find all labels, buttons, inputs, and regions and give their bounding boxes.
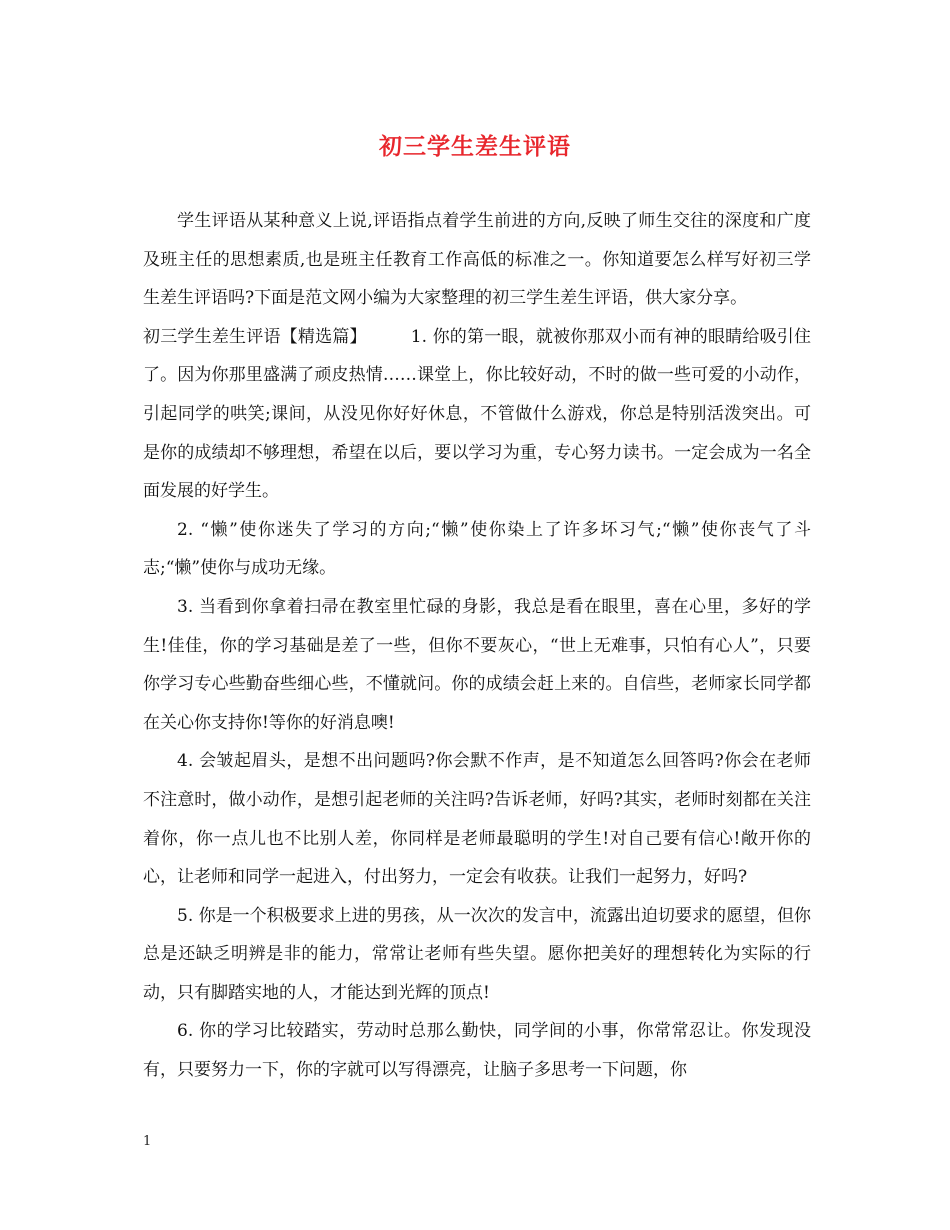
section-paragraph: [143, 318, 811, 511]
comment-item-6: 6. 你的学习比较踏实，劳动时总那么勤快，同学间的小事，你常常忍让。你发现没有，只要努力一下，你的字就可以写得漂亮，让脑子多思考一下问题，你: [143, 1021, 811, 1081]
comment-item-2: 2. “懒”使你迷失了学习的方向;“懒”使你染上了许多坏习气;“懒”使你丧气了斗志;“懒”使你与成功无缘。: [143, 519, 811, 579]
page-number: 1: [143, 1134, 152, 1149]
comment-item-5: 5. 你是一个积极要求上进的男孩，从一次次的发言中，流露出迫切要求的愿望，但你总是还缺乏明辨是非的能力，常常让老师有些失望。愿你把美好的理想转化为实际的行动，只有脚踏实地的人，才能达到光辉的顶点!: [143, 905, 811, 1003]
comment-item-3: 3. 当看到你拿着扫帚在教室里忙碌的身影，我总是看在眼里，喜在心里，多好的学生!佳佳，你的学习基础是差了一些，但你不要灰心，“世上无难事，只怕有心人”，只要你学习专心些勤奋些细心些，不懂就问。你的成绩会赶上来的。自信些，老师家长同学都在关心你支持你!等你的好消息噢!: [143, 596, 811, 733]
section-heading: 初三学生差生评语【精选篇】: [143, 326, 367, 347]
comment-item-1: 1. 你的第一眼，就被你那双小而有神的眼睛给吸引住了。因为你那里盛满了顽皮热情……课堂上，你比较好动，不时的做一些可爱的小动作，引起同学的哄笑;课间，从没见你好好休息，不管做什么游戏，你总是特别活泼突出。可是你的成绩却不够理想，希望在以后，要以学习为重，专心努力读书。一定会成为一名全面发展的好学生。: [143, 326, 812, 502]
document-body: [143, 202, 811, 1090]
intro-paragraph: 学生评语从某种意义上说,评语指点着学生前进的方向,反映了师生交往的深度和广度及班主任的思想素质,也是班主任教育工作高低的标准之一。你知道要怎么样写好初三学生差生评语吗?下面是范文网小编为大家整理的初三学生差生评语，供大家分享。: [143, 211, 811, 309]
document-title: 初三学生差生评语: [379, 133, 571, 160]
comment-item-4: 4. 会皱起眉头，是想不出问题吗?你会默不作声，是不知道怎么回答吗?你会在老师不注意时，做小动作，是想引起老师的关注吗?告诉老师，好吗?其实，老师时刻都在关注着你，你一点儿也不比别人差，你同样是老师最聪明的学生!对自己要有信心!敞开你的心，让老师和同学一起进入，付出努力，一定会有收获。让我们一起努力，好吗?: [143, 751, 811, 888]
